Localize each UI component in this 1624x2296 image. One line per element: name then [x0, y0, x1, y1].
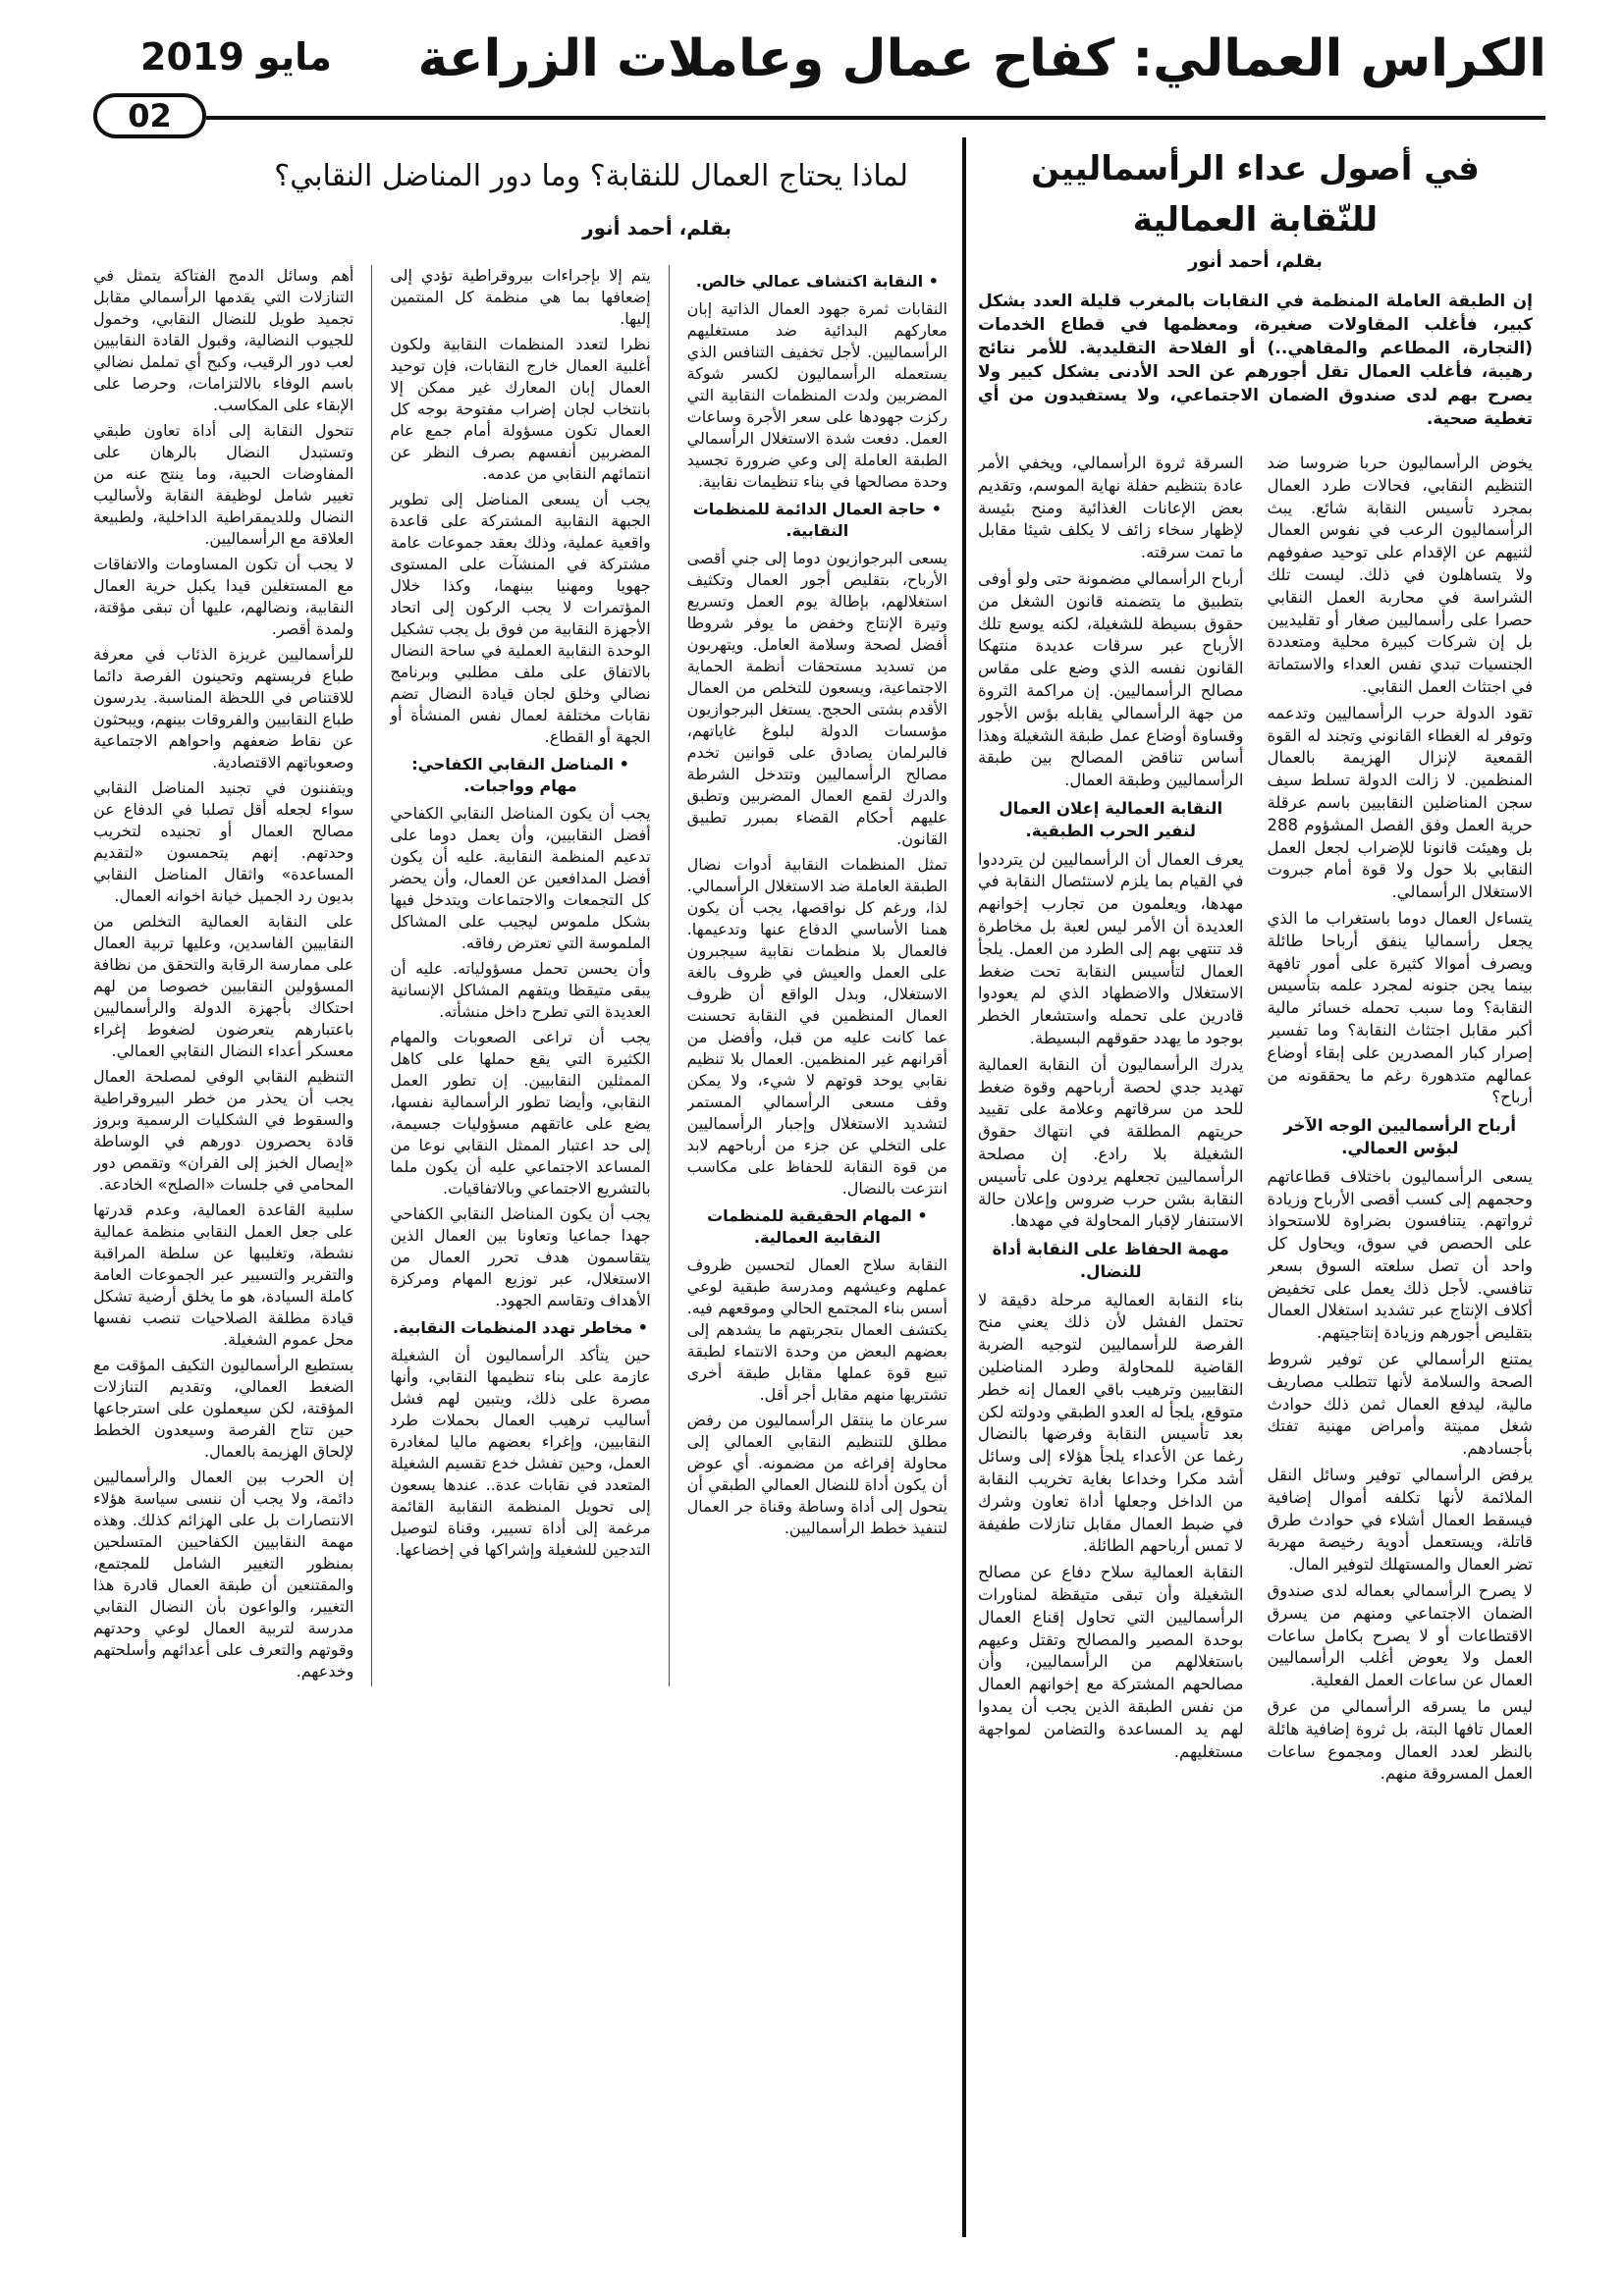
paragraph: مهمة الحفاظ على النقابة أداة للنضال. [992, 1240, 1229, 1281]
article-why-unions [93, 137, 947, 2237]
paragraph: يدرك الرأسماليون أن النقابة العمالية تهديد جدي لحصة أرباحهم وقوة ضغط للحد من سرقاتهم وعلامة على تقييد حريتهم المطلقة في انتهاك حقوق الشغيلة بلا رادع. إن مصلحة الرأسماليين تجعلهم يردون على تأسيس النقابة بشن حرب ضروس وإعلان حالة الاستنفار لإقبار المحاولة في مهدها. [978, 1054, 1244, 1231]
paragraph: يرفض الرأسمالي توفير وسائل النقل الملائمة لأنها تكلفه أموال إضافية فيسقط العمال أشلاء في حوادث طرق قاتلة، ويستعمل أدوية رخيصة مهربة تضر العمال والمستهلك لتوفير المال. [1267, 1466, 1533, 1575]
paragraph: ليس ما يسرقه الرأسمالي من عرق العمال تافها البتة، بل ثروة إضافية هائلة بالنظر لعدد العمال ومجموع ساعات العمل المسروقة منهم. [1267, 1697, 1533, 1784]
page-number: 02 [93, 93, 206, 138]
article2-column-2 [390, 265, 650, 1686]
paragraph: سرعان ما ينتقل الرأسماليون من رفض مطلق للتنظيم النقابي العمالي إلى محاولة إفراغه من مضمونه. أي عوض أن يكون أداة للنضال العمالي الطبقي أن يتحول إلى أداة وساطة وقناة جر العمال لتنفيذ خطط الرأسماليين. [686, 1411, 947, 1537]
paragraph: النقابة سلاح العمال لتحسين ظروف عملهم وعيشهم ومدرسة طبقية لوعي أسس بناء المجتمع الحالي وموقعهم فيه. يكتشف العمال بتجربتهم ما يشدهم إلى بعضهم البعض من وحدة الانتماء لطبقة تبيع قوة عملها مقابل طبقة أخرى تشتريها منهم مقابل أجر أقل. [686, 1255, 947, 1404]
paragraph: سلبية القاعدة العمالية، وعدم قدرتها على جعل العمل النقابي منظمة عمالية نشطة، وتغليبها عن سلطة المراقبة والتقرير والتسيير عبر الجموعات العامة كاملة السيادة، هو ما يخلق أرضية تشكل قيادة مطلقة الصلاحيات تنصب نفسها محل عموم الشغيلة. [93, 1201, 354, 1349]
paragraph: للرأسماليين غريزة الذئاب في معرفة طباع فريستهم وتحينون الفرصة دائما للاقتناص في اللحظة المناسبة. يدرسون طباع النقابيين والفروقات بينهم، ويبحثون عن نقاط ضعفهم واحواهم الاجتماعية وصعوباتهم الاقتصادية. [93, 645, 354, 772]
paragraph: تمثل المنظمات النقابية أدوات نضال الطبقة العاملة ضد الاستغلال الرأسمالي. لذا، ورغم كل نواقصها، يجب أن يكون همنا الأساسي الدفاع عنها وتدعيمها. فالعمال بلا منظمات نقابية سيجبرون على العمل والعيش في ظروف بالغة الاستغلال، وبدل الواقع أن ظروف العمال المنظمين في النقابة تحسنت عما كانت عليه من قبل، وأفضل من أقرانهم غير المنظمين. العمال بلا تنظيم نقابي يوحد قوتهم لا شيء، ولا يمكن وقف مسعى الرأسمالي المستمر لتشديد الاستغلال وإجبار الرأسماليين على التخلي عن جزء من أرباحهم لابد من قوة النقابة للحفاظ على مكاسب انتزعت بالنضال. [686, 855, 947, 1198]
paragraph: لا يجب أن تكون المساومات والاتفاقات مع المستغلين قيدا يكبل حرية العمال النقابية، ونضالهم، عليها أن تبقى مؤقتة، ولمدة أقصر. [93, 555, 354, 638]
paragraph: النقابات ثمرة جهود العمال الذاتية إبان معاركهم البدائية ضد مستغليهم الرأسماليين. لأجل تخفيف التنافس الذي يستعمله الرأسماليون لكسر شوكة المضربين ولدت المنظمات النقابية التي ركزت جهودها على سعر الأجرة وساعات العمل. دفعت شدة الاستغلال الرأسمالي الطبقة العاملة إلى وعي ضرورة تجسيد وحدة مصالحها في بناء تنظيمات نقابية. [686, 299, 947, 491]
paragraph: أرباح الرأسمالي مضمونة حتى ولو أوفى بتطبيق ما يتضمنه قانون الشغل من حقوق بسيطة للشغيلة، لكنه يوسع تلك الأرباح عبر سرقات عديدة منتهكا القانون نفسه الذي وضع على مقاس مصالح الرأسماليين. إن مراكمة الثروة من جهة الرأسمالي يقابله بؤس الأجور وقساوة أوضاع عمل طبقة الشغيلة وهذا أساس تناقض المصالح بين طبقة الرأسماليين وطبقة العمال. [978, 568, 1244, 790]
paragraph: يجب أن يكون المناضل النقابي الكفاحي أفضل النقابيين، وأن يعمل دوما على تدعيم المنظمة النقابية. عليه أن يكون أفضل المدافعين عن العمال، وأن يحضر كل التجمعات والاجتماعات ويتدخل فيها بشكل ملموس ليجيب على المشاكل الملموسة التي تعترض رفاقه. [390, 804, 651, 952]
paragraph: يسعى الرأسماليون باختلاف قطاعاتهم وحجمهم إلى كسب أقصى الأرباح وزيادة ثرواتهم. يتنافسون بضراوة للاستحواذ على الحصص في سوق، ويحاول كل واحد أن تصل سلعته السوق بسعر تنافسي. لأجل ذلك يعمل على تخفيض أكلاف الإنتاج عبر تشديد استغلال العمال بتقليص أجورهم وزيادة إنتاجيتهم. [1267, 1166, 1533, 1343]
column-separator [962, 137, 966, 2237]
header-rule [206, 116, 1545, 120]
paragraph: يمتنع الرأسمالي عن توفير شروط الصحة والسلامة لأنها تتطلب مصاريف مالية، ليدفع العمال ثمن ذلك حوادث شغل مميتة وأمراض مهنية تفتك بأجسادهم. [1267, 1350, 1533, 1459]
issue-date: مايو 2019 [140, 35, 332, 79]
paragraph: • المهام الحقيقية للمنظمات النقابية العمالية. [707, 1206, 928, 1247]
paragraph: تقود الدولة حرب الرأسماليين وتدعمه وتوفر له الغطاء القانوني وتجند له القوة القمعية لإنزال الهزيمة بالعمال المنظمين. لا زالت الدولة تسلط سيف سجن المناضلين النقابيين باسم عرقلة حرية العمل وفق الفصل المشؤوم 288 بل وهيئت قانونا للإضراب لجعل العمل النقابي بلا حول ولا قوة أمام جبروت الاستغلال الرأسمالي. [1267, 703, 1533, 902]
paragraph: يجب أن يسعى المناضل إلى تطوير الجبهة النقابية المشتركة على قاعدة واقعية عملية، وذلك بعقد جموعات عامة مشتركة في المنشآت على المستوى جهويا ومهنيا بينهما، وكذا خلال المؤتمرات لا يجب الركون إلى اتحاد الأجهزة النقابية من فوق بل يجب تشكيل الوحدة النقابية العملية في ساحة النضال بالاتفاق على ملف مطلبي وبرنامج نضالي وخلق لجان قيادة النضال تضم نقابات مختلفة لعمال نفس المنشأة أو الجهة أو القطاع. [390, 490, 651, 746]
article2-title: لماذا يحتاج العمال للنقابة؟ وما دور المناضل النقابي؟ [274, 159, 908, 193]
masthead-title: الكراس العمالي: كفاح عمال وعاملات الزراعة [417, 29, 1546, 88]
paragraph: يجب أن يكون المناضل النقابي الكفاحي جهدا جماعيا وتعاونا بين العمال الذين يتقاسمون هدف تحرر العمال من الاستغلال، عبر توزيع المهام ومركزة الأهداف وتقاسم الجهود. [390, 1204, 651, 1309]
paragraph: النقابة العمالية سلاح دفاع عن مصالح الشغيلة وأن تبقى متيقظة لمناورات الرأسماليين التي تحاول إقناع العمال بوحدة المصير والمصالح وتقتل وعيهم باستغلالهم من الرأسماليين، وأن مصالحهم المشتركة مع إخوانهم العمال من نفس الطبقة الذين يجب أن يمدوا لهم يد المساعدة والتضامن لمواجهة مستغليهم. [978, 1563, 1244, 1761]
article2-column-1 [687, 265, 947, 1686]
paragraph: يجب أن تراعى الصعوبات والمهام الكثيرة التي يقع حملها على كاهل الممثلين النقابيين. إن تطور العمل النقابي، وأيضا تطور الرأسمالية نفسها، يضع على عاتقهم مسؤوليات جسيمة، إلى حد اعتبار الممثل النقابي نوعا من المساعد الاجتماعي عليه أن يكون ملما بالتشريع الاجتماعي وبالاتفاقيات. [390, 1028, 651, 1198]
article1-column-right [1268, 453, 1534, 1789]
paragraph: يستطيع الرأسماليون التكيف المؤقت مع الضغط العمالي، وتقديم التنازلات المؤقتة، لكن سيعملون على استرجاعها حين تتاح الفرصة وسيعدون الخطط لإلحاق الهزيمة بالعمال. [93, 1356, 354, 1461]
masthead [93, 27, 1546, 90]
paragraph: • النقابة اكتشاف عمالي خالص. [695, 272, 939, 291]
paragraph: • المناضل النقابي الكفاحي: مهام وواجبات. [411, 755, 629, 795]
paragraph: تتحول النقابة إلى أداة تعاون طبقي وتستبدل النضال بالرهان على المفاوضات الحبية، وما ينتج عنه من تغيير شامل لوظيفة النقابة ولأساليب النضال وللديمقراطية الداخلية، ولطبيعة العلاقة مع الرأسماليين. [93, 421, 354, 548]
column-rule [371, 265, 372, 1686]
paragraph: يعرف العمال أن الرأسماليين لن يترددوا في القيام بما يلزم لاستئصال النقابة في مهدها، ويعلمون من تجارب إخوانهم العديدة أن الأمر ليس لعبة بل مخاطرة قد تنتهي بهم إلى الطرد من العمل. يلجأ العمال لتأسيس النقابة تحت ضغط الاستغلال والاضطهاد الذي لم يعودوا قادرين على تحمله واستشعار الخطر بوجود ما يهدد حقوقهم البسيطة. [978, 849, 1244, 1047]
paragraph: لا يصرح الرأسمالي بعماله لدى صندوق الضمان الاجتماعي ومنهم من يسرق الاقتطاعات أو لا يصرح بكامل ساعات العمل ولا يعوض أغلب الرأسماليين العمال عن ساعات العمل الفعلية. [1267, 1581, 1533, 1690]
article1-lead: إن الطبقة العاملة المنظمة في النقابات بالمغرب قليلة العدد بشكل كبير، فأغلب المقاولات صغيرة، ومعظمها في قطاع الخدمات (التجارة، المطاعم والمقاهي..) أو الفلاحة التقليدية. للأمر نتائج رهيبة، فأغلب العمال تقل أجورهم عن الحد الأدنى بشكل كبير ولا يصرح بهم لدى صندوق الضمان الاجتماعي، ولا يستفيدون من أي تغطية صحية. [978, 292, 1533, 429]
column-rule [669, 265, 670, 1686]
article2-byline: بقلم، أحمد أنور [582, 216, 731, 240]
paragraph: التنظيم النقابي الوفي لمصلحة العمال يجب أن يحذر من خطر البيروقراطية والسقوط في الشكليات الرسمية وبروز قادة يحصرون دورهم في الوساطة «إيصال الخبز إلى الفران» وتقمص دور المحامي في جلسات «الصلح» الخادعة. [93, 1067, 354, 1194]
paragraph: يخوض الرأسماليون حربا ضروسا ضد التنظيم النقابي، فحالات طرد العمال بمجرد تأسيس النقابة شائع. يبث الرأسماليون الرعب في نفوس العمال لثنيهم عن الإقدام على توحيد صفوفهم ولا يتساهلون في ذلك. ليست تلك الشراسة في محاربة العمل النقابي حصرا على رأسماليين صغار أو تقليديين بل إن شركات كبيرة محلية ومتعددة الجنسيات تبدي نفس العداء والاستماتة في اجتثاث العمل النقابي. [1267, 454, 1533, 696]
paragraph: أهم وسائل الدمج الفتاكة يتمثل في التنازلات التي يقدمها الرأسمالي مقابل تجميد طويل للنضال النقابي، وخمول للجيوب النضالية، وقبول القادة النقابيين لعب دور الرقيب، وكبح أي تململ نضالي باسم الوفاء بالالتزامات، وحرصا على الإبقاء على المكاسب. [93, 266, 354, 414]
paragraph: السرقة ثروة الرأسمالي، ويخفي الأمر عادة بتنظيم حفلة نهاية الموسم، وتقديم بعض الإعانات الغذائية ومنح بئيسة لإظهار سخاء زائف لا يكلف شيئا مقابل ما تمت سرقته. [978, 454, 1244, 562]
paragraph: ويتفننون في تجنيد المناضل النقابي سواء لجعله أقل تصلبا في الدفاع عن مصالح العمال أو تجنيده لتخريب وحدتهم. إنهم يتحمسون «لتقديم المساعدة» واثقال المناضل النقابي بديون رد الجميل خيانة اخوانه العمال. [93, 778, 354, 905]
article1-column-left [978, 453, 1244, 1789]
paragraph: أرباح الرأسماليين الوجه الآخر لبؤس العمالي. [1283, 1116, 1517, 1157]
paragraph: يتساءل العمال دوما باستغراب ما الذي يجعل رأسماليا ينفق أرباحا طائلة ويصرف أموالا كثيرة على أمور تافهة بينما يجن جنونه لمجرد علمه بتأسيس النقابة؟ وما سبب تحمله خسائر مالية أكبر مقابل اجتثاث النقابة؟ وما تفسير إصرار كبار المصدرين على إبقاء أوضاع عمالهم متدهورة رغم ما يحققونه من أرباح؟ [1267, 908, 1533, 1107]
paragraph: وأن يحسن تحمل مسؤولياته. عليه أن يبقى متيقظا ويتفهم المشاكل الإنسانية العديدة التي تطرح داخل منشأته. [390, 959, 651, 1021]
paragraph: حين يتأكد الرأسماليون أن الشغيلة عازمة على بناء تنظيمها النقابي، وأنها مصرة على ذلك، ويتبين لهم فشل أساليب ترهيب العمال بحملات طرد النقابيين، وإغراء بعضهم ماليا لمغادرة العمل، وحين تفشل خدع تقسيم الشغيلة المتعدد في نقابات عدة.. عندها يسعون إلى تحويل المنظمة النقابية القائمة مرغمة إلى أداة تسيير، وقناة لتوصيل التدجين للشغيلة وإشراكها في إخضاعها. [390, 1346, 651, 1559]
article1-byline: بقلم، أحمد أنور [1188, 251, 1323, 272]
paragraph: يسعى البرجوازيون دوما إلى جني أقصى الأرباح، بتقليص أجور العمال وتكثيف استغلالهم، بإطالة يوم العمل وتسريع وتيرة الإنتاج وخفض ما يوفر شروطا أفضل لصحة وسلامة العامل. ويتهربون من تسديد مستحقات أنظمة الحماية الاجتماعية، ويسعون للتخلص من العمال الأقدم بشتى الحجج. يستغل البرجوازيون مؤسسات الدولة لبلوغ غاياتهم، فالبرلمان يصادق على قوانين تخدم مصالح الرأسماليين وتتدخل الشرطة والدرك لقمع العمال المضربين وتطبق عليهم أحكام القضاء بمبرر تطبيق القانون. [686, 549, 947, 848]
article1-title: في أصول عداء الرأسماليين للنّقابة العمالية [1031, 149, 1480, 240]
paragraph: • حاجة العمال الدائمة للمنظمات النقابية. [692, 500, 942, 540]
paragraph: • مخاطر تهدد المنظمات النقابية. [393, 1318, 649, 1337]
paragraph: النقابة العمالية إعلان العمال لنفير الحرب الطبقية. [999, 798, 1223, 840]
article2-column-3 [93, 265, 353, 1686]
paragraph: نظرا لتعدد المنظمات النقابية ولكون أغلبية العمال خارج النقابات، فإن توحيد العمال إبان المعارك غير ممكن إلا بانتخاب لجان إضراب مفتوحة بوجه كل العمال تكون مسؤولة أمام جمع عام المضربين أنفسهم بصرف النظر عن انتمائهم النقابي من عدمه. [390, 335, 651, 483]
paragraph: على النقابة العمالية التخلص من النقابيين الفاسدين، وعليها تربية العمال على ممارسة الرقابة والتحقق من نظافة المسؤولين النقابيين خصوصا من لهم احتكاك بأجهزة الدولة والرأسماليين باعتبارهم يتعرضون لضغوط إغراء معسكر أعداء النضال النقابي العمالي. [93, 912, 354, 1060]
paragraph: يتم إلا بإجراءات بيروقراطية تؤدي إلى إضعافها بما هي منظمة كل المنتمين إليها. [390, 266, 651, 328]
paragraph: بناء النقابة العمالية مرحلة دقيقة لا تحتمل الفشل لأن ذلك يعني منح الفرصة للرأسماليين لتوجيه الضربة القاضية للمحاولة وطرد المناضلين النقابيين وترهيب باقي العمال إنه خطر متوقع، يلجأ له العدو الطبقي ودولته لكن بعد تأسيس النقابة وفرضها بالنضال رغما عن الأعداء يلجأ هؤلاء إلى وسائل أشد مكرا وخداعا بغاية تخريب النقابة من الداخل وجعلها أداة تعاون وشرك في ضبط العمال مقابل تنازلات طفيفة لا تمس أرباحهم الطائلة. [978, 1290, 1244, 1556]
article-anti-union-origins [978, 137, 1533, 2237]
paragraph: إن الحرب بين العمال والرأسماليين دائمة، ولا يجب أن ننسى سياسة هؤلاء الانتصارات بل على الهزائم كذلك. وهذه مهمة النقابيين الكفاحيين المتسلحين بمنظور التغيير الشامل للمجتمع، والمقتنعين أن طبقة العمال قادرة هذا التغيير، والواعون بأن النضال النقابي مدرسة لتربية العمال لوعي وحدتهم وقوتهم والتعرف على أعدائهم وأسلحتهم وخدعهم. [93, 1468, 354, 1681]
